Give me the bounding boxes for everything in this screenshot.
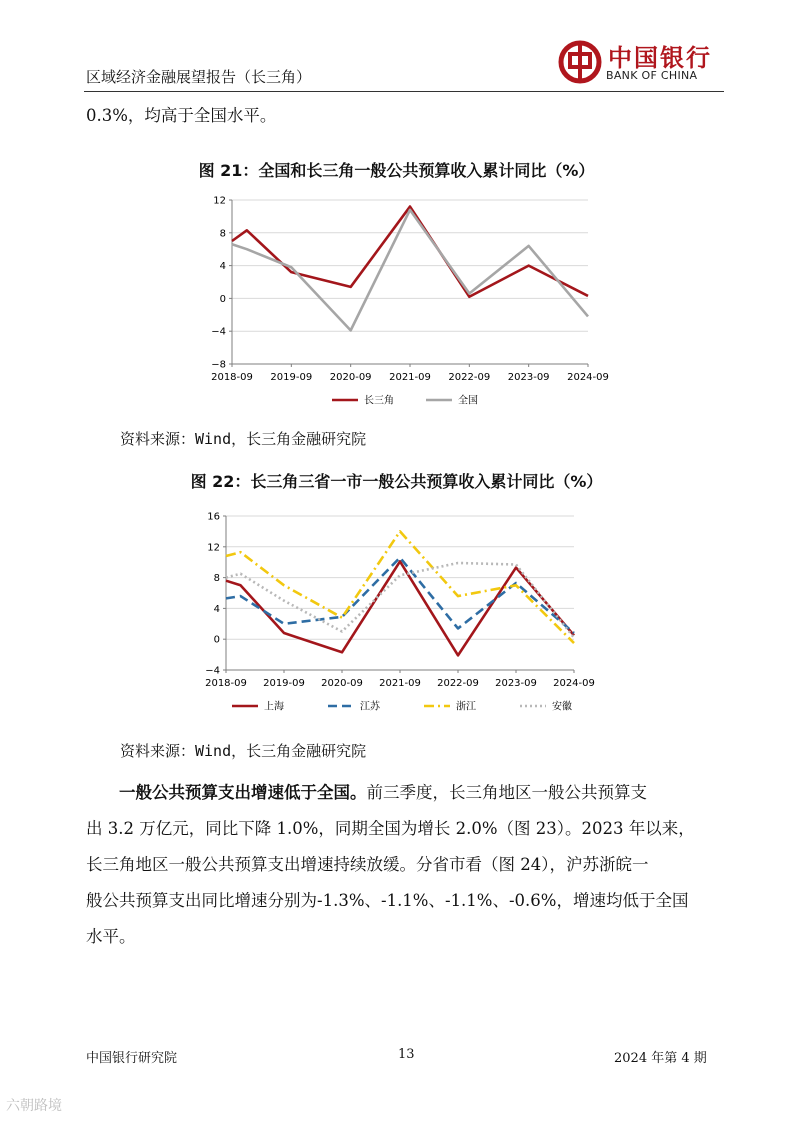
y-tick-label: 0 bbox=[219, 293, 226, 305]
logo-english-name: BANK OF CHINA bbox=[606, 69, 698, 82]
legend-label: 安徽 bbox=[552, 701, 572, 713]
x-tick-label: 2022-09 bbox=[437, 678, 479, 689]
figure-21-chart bbox=[180, 188, 620, 418]
series-line-江苏 bbox=[226, 558, 574, 633]
x-tick-label: 2023-09 bbox=[507, 372, 550, 383]
body-first-rest: 前三季度，长三角地区一般公共预算支 bbox=[366, 783, 647, 802]
y-tick-label: 8 bbox=[219, 228, 226, 240]
legend-label: 浙江 bbox=[456, 701, 476, 713]
y-tick-label: 4 bbox=[219, 261, 226, 273]
footer-issue: 2024 年第 4 期 bbox=[614, 1051, 707, 1066]
intro-line: 0.3%，均高于全国水平。 bbox=[86, 106, 277, 125]
x-tick-label: 2018-09 bbox=[205, 678, 247, 689]
y-tick-label: −8 bbox=[211, 359, 226, 371]
body-lead: 一般公共预算支出增速低于全国。 bbox=[119, 783, 367, 802]
y-tick-label: 8 bbox=[213, 573, 220, 585]
x-tick-label: 2024-09 bbox=[553, 678, 595, 689]
x-tick-label: 2020-09 bbox=[321, 678, 363, 689]
body-line-3: 长三角地区一般公共预算支出增速持续放缓。分省市看（图 24），沪苏浙皖一 bbox=[86, 855, 649, 874]
figure-22-chart bbox=[170, 500, 620, 730]
figure-22-source: 资料来源：Wind，长三角金融研究院 bbox=[120, 742, 367, 760]
report-title: 区域经济金融展望报告（长三角） bbox=[86, 68, 312, 86]
legend-label: 全国 bbox=[458, 395, 478, 407]
legend-label: 上海 bbox=[264, 701, 284, 713]
body-line-5: 水平。 bbox=[86, 927, 136, 946]
figure-21-source: 资料来源：Wind，长三角金融研究院 bbox=[120, 430, 367, 448]
y-tick-label: 4 bbox=[213, 603, 220, 615]
series-line-全国 bbox=[232, 210, 588, 331]
y-tick-label: −4 bbox=[205, 665, 220, 677]
y-tick-label: 0 bbox=[213, 634, 220, 646]
y-tick-label: −4 bbox=[211, 326, 226, 338]
x-tick-label: 2024-09 bbox=[567, 372, 609, 383]
footer-institute: 中国银行研究院 bbox=[86, 1051, 178, 1066]
page-number: 13 bbox=[398, 1047, 415, 1062]
figure-21-title: 图 21：全国和长三角一般公共预算收入累计同比（%） bbox=[198, 161, 595, 180]
watermark-text: 六朝路境 bbox=[6, 1098, 62, 1114]
x-tick-label: 2021-09 bbox=[379, 678, 421, 689]
y-tick-label: 16 bbox=[207, 511, 220, 523]
y-tick-label: 12 bbox=[213, 195, 226, 207]
x-tick-label: 2023-09 bbox=[495, 678, 537, 689]
body-line-2: 出 3.2 万亿元，同比下降 1.0%，同期全国为增长 2.0%（图 23）。2023 年以来， bbox=[86, 819, 695, 838]
x-tick-label: 2019-09 bbox=[263, 678, 305, 689]
x-tick-label: 2019-09 bbox=[270, 372, 313, 383]
x-tick-label: 2018-09 bbox=[211, 372, 253, 383]
legend-label: 江苏 bbox=[360, 701, 380, 713]
x-tick-label: 2021-09 bbox=[389, 372, 431, 383]
bank-logo bbox=[558, 38, 726, 86]
legend-label: 长三角 bbox=[364, 395, 394, 407]
y-tick-label: 12 bbox=[207, 542, 220, 554]
boc-logo-icon bbox=[558, 40, 602, 84]
body-paragraph bbox=[86, 775, 726, 955]
header-divider bbox=[84, 91, 724, 92]
x-tick-label: 2022-09 bbox=[448, 372, 491, 383]
logo-chinese-name: 中国银行 bbox=[608, 43, 712, 72]
figure-22-title: 图 22：长三角三省一市一般公共预算收入累计同比（%） bbox=[190, 472, 603, 491]
x-tick-label: 2020-09 bbox=[329, 372, 372, 383]
body-line-4: 般公共预算支出同比增速分别为-1.3%、-1.1%、-1.1%、-0.6%，增速均低于全国 bbox=[86, 891, 689, 910]
body-line-1 bbox=[86, 775, 726, 811]
